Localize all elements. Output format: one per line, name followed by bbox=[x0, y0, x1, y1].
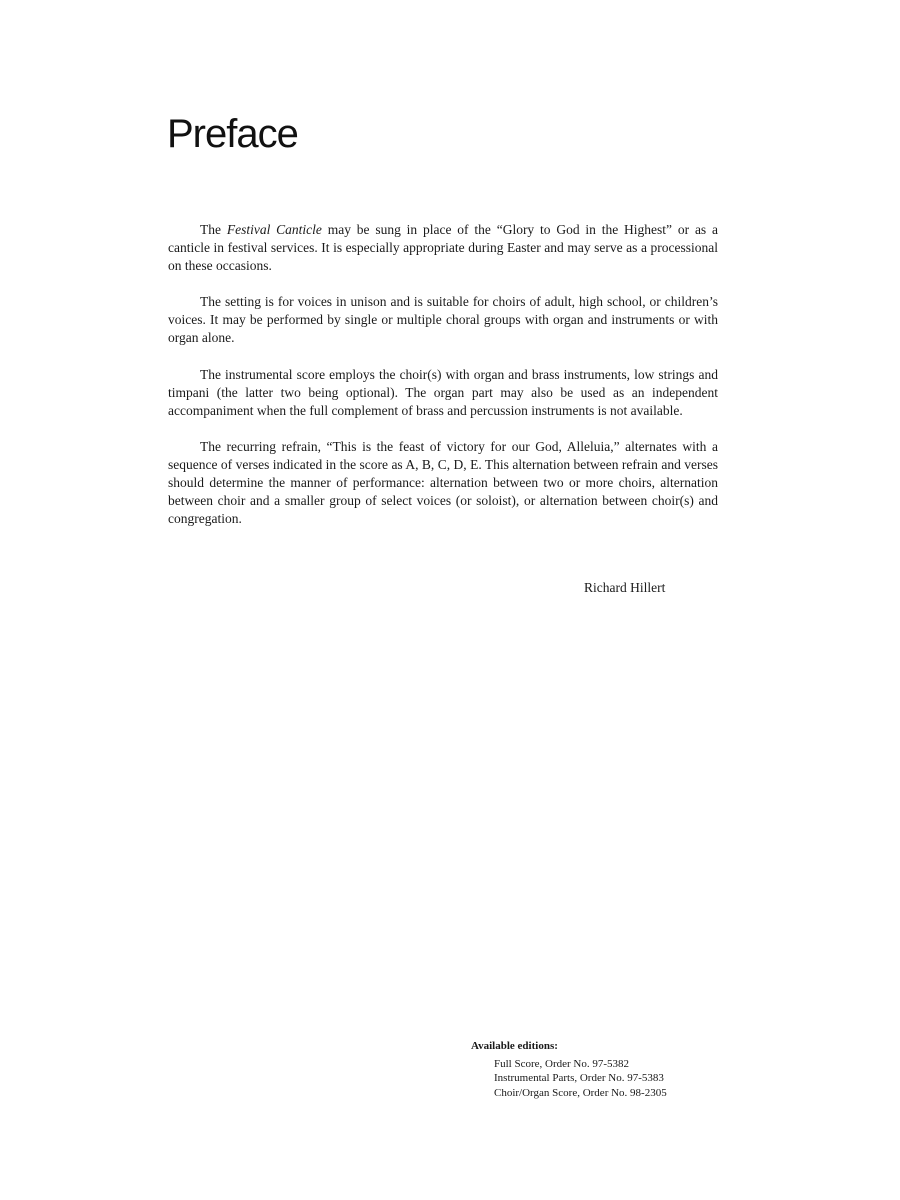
editions-list bbox=[494, 1057, 667, 1100]
page-title: Preface bbox=[167, 112, 298, 156]
paragraph-1-rest: may be sung in place of the “Glory to God in the Highest” or as a canticle in festival services. It is especially appropriate during Easter and may serve as a processional on these occasions. bbox=[168, 222, 719, 274]
available-editions bbox=[471, 1039, 667, 1100]
paragraph-3: The instrumental score employs the choir(s) with organ and brass instruments, low strings and timpani (the latter two being optional). The organ part may also be used as an independent accompaniment when the full complement of brass and percussion instruments is not available. bbox=[168, 366, 718, 418]
paragraph-4: The recurring refrain, “This is the feast of victory for our God, Alleluia,” alternates with a sequence of verses indicated in the score as A, B, C, D, E. This alternation between refrain and verses should determine the manner of performance: alternation between two or more choirs, alternation between choir and a smaller group of select voices (or soloist), or alternation between choir(s) and congregation. bbox=[168, 438, 718, 527]
paragraph-1-lead: The bbox=[200, 222, 227, 237]
paragraph-2: The setting is for voices in unison and is suitable for choirs of adult, high school, or children’s voices. It may be performed by single or multiple choral groups with organ and instruments or with organ alone. bbox=[168, 294, 718, 346]
work-title-italic: Festival Canticle bbox=[226, 222, 322, 237]
author-signature: Richard Hillert bbox=[584, 580, 666, 595]
editions-heading: Available editions: bbox=[471, 1040, 558, 1052]
edition-item: Instrumental Parts, Order No. 97-5383 bbox=[494, 1072, 664, 1085]
edition-item: Choir/Organ Score, Order No. 98-2305 bbox=[494, 1086, 667, 1099]
paragraph-1 bbox=[168, 221, 718, 275]
preface-body bbox=[168, 221, 718, 546]
edition-item: Full Score, Order No. 97-5382 bbox=[494, 1058, 630, 1071]
